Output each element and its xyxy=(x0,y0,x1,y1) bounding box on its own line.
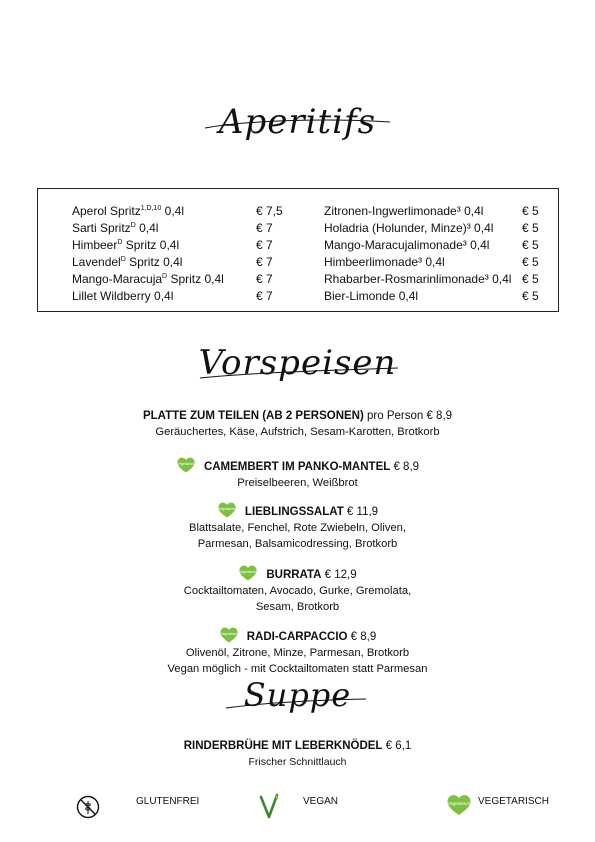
drink-price: € 7 xyxy=(256,289,273,303)
vegetarian-icon xyxy=(238,564,258,582)
starter-price: € 8,9 xyxy=(347,631,377,643)
drink-price: € 7 xyxy=(256,272,273,286)
drink-name: Rhabarber-Rosmarinlimonade³ 0,4l xyxy=(324,272,512,286)
soup-price: € 6,1 xyxy=(382,740,412,752)
drink-name: Mango-Maracujalimonade³ 0,4l xyxy=(324,238,490,252)
drink-name: Sarti Spritz$^D$ 0,4l xyxy=(72,221,159,235)
vegetarian-icon xyxy=(176,456,196,474)
starter-name: BURRATA xyxy=(266,569,322,581)
drink-name: Lillet Wildberry 0,4l xyxy=(72,289,174,303)
soup-name: RINDERBRÜHE MIT LEBERKNÖDEL xyxy=(183,740,383,752)
starter-item xyxy=(0,564,595,615)
starter-price: pro Person € 8,9 xyxy=(363,410,453,422)
drink-price: € 5 xyxy=(522,221,539,235)
drink-price: € 5 xyxy=(522,204,539,218)
starter-item xyxy=(0,408,595,440)
starter-item xyxy=(0,456,595,491)
drink-name: Holadria (Holunder, Minze)³ 0,4l xyxy=(324,221,494,235)
starter-description: Vegan möglich - mit Cocktailtomaten statt Parmesan xyxy=(167,663,428,675)
legend-vegetarisch: VEGETARISCH xyxy=(478,796,549,807)
aperitif-list-box xyxy=(37,188,559,312)
svg-text:Vegetarisch: Vegetarisch xyxy=(220,632,237,636)
legend-glutenfrei: GLUTENFREI xyxy=(136,796,200,807)
vegan-icon xyxy=(258,792,280,820)
starter-description: Blattsalate, Fenchel, Rote Zwiebeln, Oliven, xyxy=(188,522,407,534)
soup-description: Frischer Schnittlauch xyxy=(248,756,347,768)
gluten-free-icon xyxy=(76,795,100,819)
svg-text:Vegetarisch: Vegetarisch xyxy=(218,507,236,511)
drink-name: Aperol Spritz$^{1,D,10}$ 0,4l xyxy=(72,204,185,218)
legend-vegan: VEGAN xyxy=(303,796,339,807)
drink-name: Zitronen-Ingwerlimonade³ 0,4l xyxy=(324,204,484,218)
section-title-vorspeisen: Vorspeisen xyxy=(198,343,397,383)
starter-name: CAMEMBERT IM PANKO-MANTEL xyxy=(203,461,391,473)
starter-description: Olivenöl, Zitrone, Minze, Parmesan, Brotkorb xyxy=(185,647,410,659)
vegetarian-icon-label: Vegetarisch xyxy=(448,801,470,806)
vegetarian-icon xyxy=(217,501,237,519)
section-title-suppe: Suppe xyxy=(243,676,352,714)
starter-description: Parmesan, Balsamicodressing, Brotkorb xyxy=(197,538,398,550)
starter-description: Preiselbeeren, Weißbrot xyxy=(237,477,358,489)
drink-price: € 5 xyxy=(522,289,539,303)
section-title-aperitifs: Aperitifs xyxy=(218,102,377,142)
starter-description: Sesam, Brotkorb xyxy=(255,601,340,613)
svg-text:Vegetarisch: Vegetarisch xyxy=(240,570,257,574)
starter-name: LIEBLINGSSALAT xyxy=(244,506,344,518)
soup-item xyxy=(0,738,595,770)
starter-price: € 8,9 xyxy=(390,461,420,473)
drink-name: Mango-Maracuja$^D$ Spritz 0,4l xyxy=(72,272,224,286)
drink-price: € 7,5 xyxy=(256,204,283,218)
drink-name: Lavendel$^D$ Spritz 0,4l xyxy=(72,255,183,269)
drink-name: Bier-Limonde 0,4l xyxy=(324,289,419,303)
vegetarian-icon xyxy=(446,793,472,817)
drink-price: € 7 xyxy=(256,221,273,235)
drink-price: € 5 xyxy=(522,255,539,269)
starter-description: Geräuchertes, Käse, Aufstrich, Sesam-Karotten, Brotkorb xyxy=(155,426,440,438)
starter-item xyxy=(0,501,595,552)
starter-description: Cocktailtomaten, Avocado, Gurke, Gremolata, xyxy=(183,585,412,597)
drink-price: € 7 xyxy=(256,238,273,252)
drink-name: Himbeer$^D$ Spritz 0,4l xyxy=(72,238,180,252)
drink-price: € 5 xyxy=(522,272,539,286)
starter-price: € 12,9 xyxy=(321,569,357,581)
drink-name: Himbeerlimonade³ 0,4l xyxy=(324,255,445,269)
starter-price: € 11,9 xyxy=(343,506,379,518)
starter-name: PLATTE ZUM TEILEN (AB 2 PERSONEN) xyxy=(142,410,364,422)
drink-price: € 7 xyxy=(256,255,273,269)
drink-price: € 5 xyxy=(522,238,539,252)
vegetarian-icon xyxy=(219,626,239,644)
starter-item xyxy=(0,626,595,677)
svg-text:Vegetarisch: Vegetarisch xyxy=(177,462,195,466)
starter-name: RADI-CARPACCIO xyxy=(246,631,348,643)
